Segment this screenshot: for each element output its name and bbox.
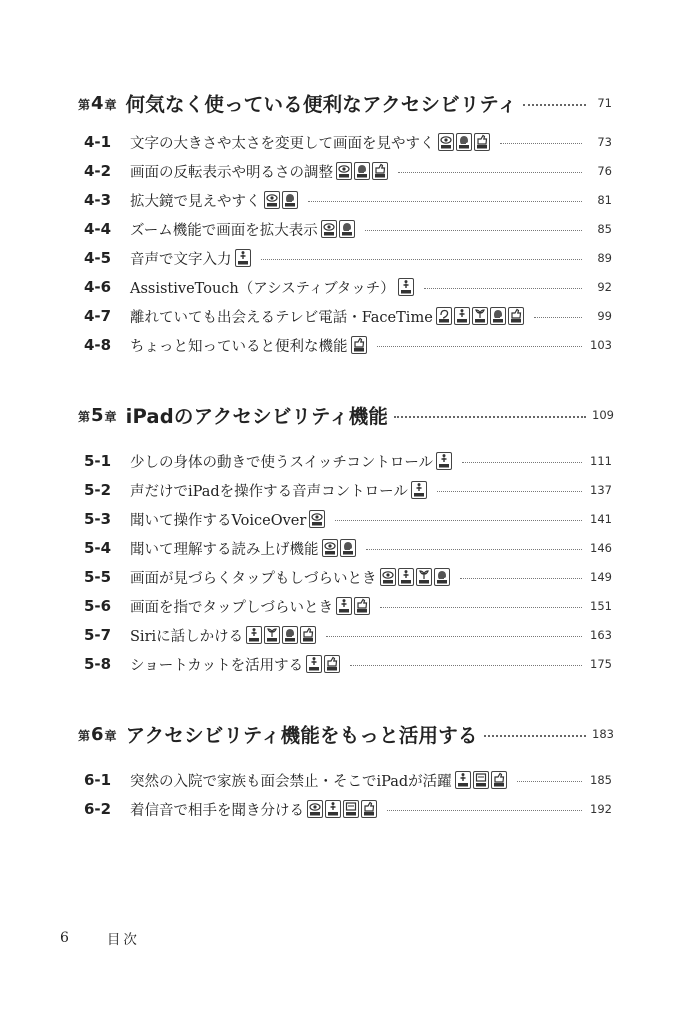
category-icons — [321, 220, 355, 238]
physical-icon — [235, 249, 251, 267]
toc-entry[interactable] — [84, 273, 612, 301]
category-icons — [322, 539, 356, 557]
dot-leader — [523, 104, 586, 106]
convenience-icon — [491, 771, 507, 789]
section-page: 111 — [590, 454, 612, 468]
section-number: 4-7 — [84, 307, 112, 325]
chapter-page: 109 — [592, 408, 614, 422]
convenience-icon — [508, 307, 524, 325]
page-number: 6 — [60, 930, 69, 946]
physical-icon — [306, 655, 322, 673]
dot-leader — [350, 665, 582, 666]
convenience-icon — [324, 655, 340, 673]
toc-entry[interactable] — [84, 302, 612, 330]
dot-leader — [326, 636, 582, 637]
cognition-icon — [456, 133, 472, 151]
section-title: 拡大鏡で見えやすく — [130, 193, 261, 210]
section-number: 5-8 — [84, 655, 112, 673]
physical-icon — [246, 626, 262, 644]
toc-entry[interactable] — [84, 650, 612, 678]
section-page: 175 — [590, 657, 612, 671]
category-icons — [398, 278, 414, 296]
section-title: 突然の入院で家族も面会禁止・そこでiPadが活躍 — [130, 773, 452, 790]
physical-icon — [454, 307, 470, 325]
toc-entry[interactable] — [84, 563, 612, 591]
physical-icon — [436, 452, 452, 470]
category-icons — [336, 162, 388, 180]
section-title: 画面の反転表示や明るさの調整 — [130, 164, 333, 181]
section-title: 画面が見づらくタップもしづらいとき — [130, 570, 377, 587]
toc-entry[interactable] — [84, 215, 612, 243]
chapter-prefix: 第 — [78, 409, 91, 424]
chapter-suffix: 章 — [104, 409, 117, 424]
toc-entry[interactable] — [84, 186, 612, 214]
cognition-icon — [282, 626, 298, 644]
section-number: 5-6 — [84, 597, 112, 615]
chapter-number: 5 — [91, 404, 104, 426]
cognition-icon — [490, 307, 506, 325]
category-icons — [264, 191, 298, 209]
chapter-label — [78, 93, 117, 114]
dot-leader — [462, 462, 582, 463]
dot-leader — [484, 735, 586, 737]
vision-icon — [307, 800, 323, 818]
section-page: 89 — [597, 251, 612, 265]
section-number: 4-6 — [84, 278, 112, 296]
chapter-page: 71 — [597, 96, 612, 110]
section-title: 少しの身体の動きで使うスイッチコントロール — [130, 454, 434, 471]
chapter-suffix: 章 — [104, 97, 117, 112]
dot-leader — [377, 346, 583, 347]
section-page: 76 — [597, 164, 612, 178]
dot-leader — [437, 491, 582, 492]
chapter-heading — [78, 717, 612, 751]
section-page: 99 — [597, 309, 612, 323]
physical-icon — [336, 597, 352, 615]
section-page: 137 — [590, 483, 612, 497]
convenience-icon — [361, 800, 377, 818]
chapter-page: 183 — [592, 727, 614, 741]
toc-entry[interactable] — [84, 476, 612, 504]
speech-icon — [472, 307, 488, 325]
chapter-suffix: 章 — [104, 728, 117, 743]
category-icons — [336, 597, 370, 615]
hearing-icon — [436, 307, 452, 325]
dot-leader — [387, 810, 582, 811]
speech-icon — [264, 626, 280, 644]
dot-leader — [365, 230, 582, 231]
physical-icon — [325, 800, 341, 818]
language-icon — [473, 771, 489, 789]
chapter-number: 4 — [91, 92, 104, 114]
category-icons — [309, 510, 325, 528]
dot-leader — [424, 288, 582, 289]
section-title: 着信音で相手を聞き分ける — [130, 802, 304, 819]
toc-entry[interactable] — [84, 766, 612, 794]
category-icons — [438, 133, 490, 151]
section-number: 4-2 — [84, 162, 112, 180]
vision-icon — [321, 220, 337, 238]
page-footer — [60, 928, 140, 948]
section-number: 5-5 — [84, 568, 112, 586]
dot-leader — [308, 201, 583, 202]
chapter-prefix: 第 — [78, 728, 91, 743]
category-icons — [306, 655, 340, 673]
section-number: 5-7 — [84, 626, 112, 644]
section-page: 81 — [597, 193, 612, 207]
section-page: 151 — [590, 599, 612, 613]
dot-leader — [335, 520, 582, 521]
section-page: 163 — [590, 628, 612, 642]
category-icons — [436, 307, 524, 325]
toc-entry[interactable] — [84, 157, 612, 185]
vision-icon — [309, 510, 325, 528]
section-page: 192 — [590, 802, 612, 816]
section-title: 聞いて理解する読み上げ機能 — [130, 541, 319, 558]
section-title: ちょっと知っていると便利な機能 — [130, 338, 348, 355]
vision-icon — [380, 568, 396, 586]
dot-leader — [534, 317, 582, 318]
chapter-heading — [78, 398, 612, 432]
section-number: 4-4 — [84, 220, 112, 238]
cognition-icon — [339, 220, 355, 238]
section-title: AssistiveTouch（アシスティブタッチ） — [130, 280, 395, 297]
chapter-number: 6 — [91, 723, 104, 745]
cognition-icon — [354, 162, 370, 180]
section-page: 185 — [590, 773, 612, 787]
convenience-icon — [474, 133, 490, 151]
category-icons — [455, 771, 507, 789]
section-title: 画面を指でタップしづらいとき — [130, 599, 333, 616]
section-title: 聞いて操作するVoiceOver — [130, 512, 307, 529]
chapter-title: 何気なく使っている便利なアクセシビリティ — [125, 93, 518, 116]
category-icons — [246, 626, 316, 644]
section-number: 4-5 — [84, 249, 112, 267]
section-page: 103 — [590, 338, 612, 352]
convenience-icon — [354, 597, 370, 615]
dot-leader — [261, 259, 583, 260]
vision-icon — [438, 133, 454, 151]
convenience-icon — [351, 336, 367, 354]
chapter-label — [78, 405, 117, 426]
physical-icon — [398, 568, 414, 586]
section-number: 4-3 — [84, 191, 112, 209]
physical-icon — [455, 771, 471, 789]
speech-icon — [416, 568, 432, 586]
physical-icon — [411, 481, 427, 499]
dot-leader — [460, 578, 583, 579]
chapter-prefix: 第 — [78, 97, 91, 112]
category-icons — [380, 568, 450, 586]
section-title: ズーム機能で画面を拡大表示 — [130, 222, 318, 239]
toc-entry[interactable] — [84, 534, 612, 562]
dot-leader — [398, 172, 582, 173]
section-number: 4-8 — [84, 336, 112, 354]
section-number: 6-2 — [84, 800, 112, 818]
toc-entry[interactable] — [84, 244, 612, 272]
dot-leader — [380, 607, 582, 608]
section-title: 声だけでiPadを操作する音声コントロール — [130, 483, 408, 500]
toc-entry[interactable] — [84, 795, 612, 823]
section-page: 141 — [590, 512, 612, 526]
dot-leader — [517, 781, 582, 782]
vision-icon — [322, 539, 338, 557]
running-title: 目次 — [106, 932, 140, 948]
cognition-icon — [340, 539, 356, 557]
dot-leader — [500, 143, 583, 144]
chapter-title: アクセシビリティ機能をもっと活用する — [125, 724, 478, 747]
cognition-icon — [434, 568, 450, 586]
vision-icon — [336, 162, 352, 180]
chapter-label — [78, 724, 117, 745]
toc-entry[interactable] — [84, 592, 612, 620]
section-page: 73 — [597, 135, 612, 149]
section-title: 文字の大きさや太さを変更して画面を見やすく — [130, 135, 435, 152]
toc-entry[interactable] — [84, 621, 612, 649]
language-icon — [343, 800, 359, 818]
category-icons — [235, 249, 251, 267]
category-icons — [411, 481, 427, 499]
section-page: 149 — [590, 570, 612, 584]
chapter-heading — [78, 86, 612, 120]
section-title: 音声で文字入力 — [130, 251, 232, 268]
dot-leader — [366, 549, 583, 550]
section-number: 6-1 — [84, 771, 112, 789]
section-page: 85 — [597, 222, 612, 236]
category-icons — [436, 452, 452, 470]
category-icons — [351, 336, 367, 354]
toc-entry[interactable] — [84, 331, 612, 359]
section-page: 146 — [590, 541, 612, 555]
section-number: 5-1 — [84, 452, 112, 470]
category-icons — [307, 800, 377, 818]
section-title: Siriに話しかける — [130, 628, 244, 645]
section-number: 5-2 — [84, 481, 112, 499]
section-title: ショートカットを活用する — [130, 657, 304, 674]
vision-icon — [264, 191, 280, 209]
section-number: 4-1 — [84, 133, 112, 151]
cognition-icon — [282, 191, 298, 209]
section-number: 5-4 — [84, 539, 112, 557]
toc-entry[interactable] — [84, 447, 612, 475]
section-number: 5-3 — [84, 510, 112, 528]
section-page: 92 — [597, 280, 612, 294]
physical-icon — [398, 278, 414, 296]
convenience-icon — [300, 626, 316, 644]
section-title: 離れていても出会えるテレビ電話・FaceTime — [130, 309, 433, 326]
toc-entry[interactable] — [84, 128, 612, 156]
toc-entry[interactable] — [84, 505, 612, 533]
chapter-title: iPadのアクセシビリティ機能 — [125, 405, 389, 428]
convenience-icon — [372, 162, 388, 180]
dot-leader — [394, 416, 586, 418]
